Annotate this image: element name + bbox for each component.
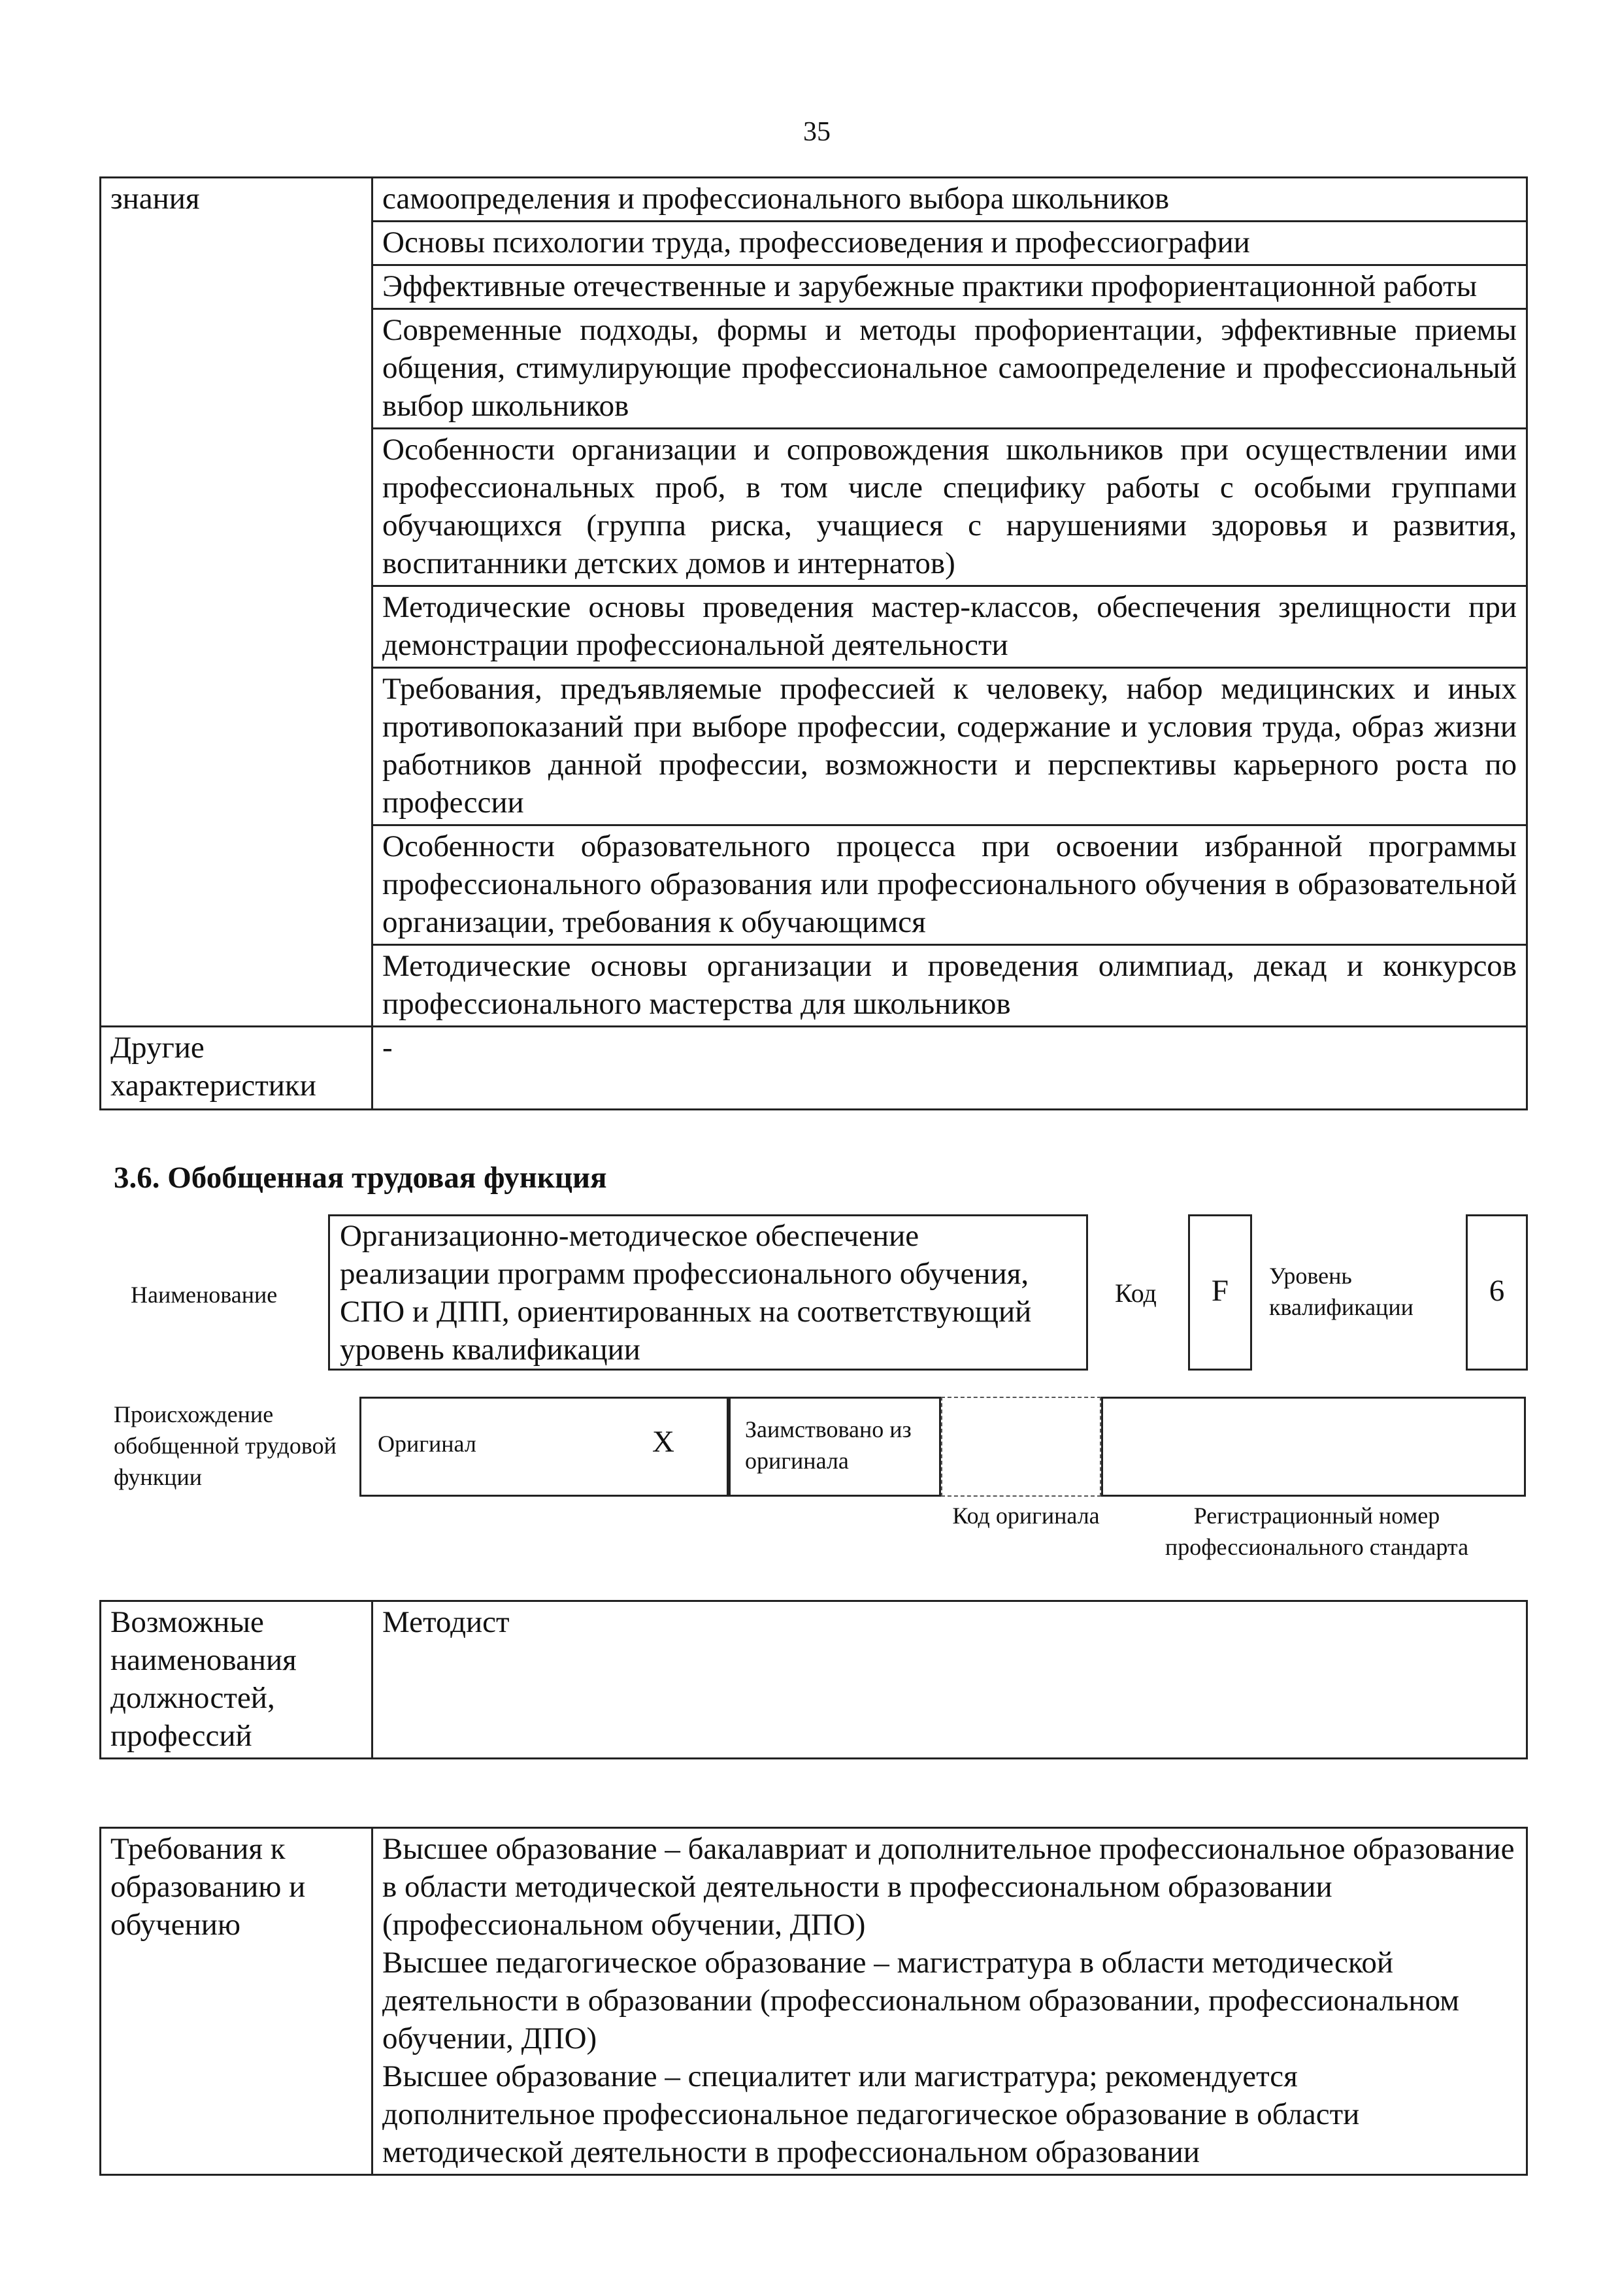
education-label: Требования к образованию и обучению: [101, 1828, 372, 2175]
knowledge-item: Эффективные отечественные и зарубежные практики профориентационной работы: [372, 265, 1527, 309]
origin-borrowed-label: Заимствовано из оригинала: [745, 1416, 912, 1474]
level-label: Уровень квалификации: [1269, 1263, 1413, 1320]
education-item: Высшее образование – бакалавриат и дополнительное профессиональное образование в области методической деятельности в профессиональном образовании (профессиональном обучении, ДПО): [382, 1832, 1515, 1942]
knowledge-label: знания: [101, 178, 372, 1027]
knowledge-item: Современные подходы, формы и методы профориентации, эффективные приемы общения, стимулирующие профессиональное самоопределение и профессиональный выбор школьников: [372, 309, 1527, 429]
education-item: Высшее педагогическое образование – магистратура в области методической деятельности в образовании (профессиональном образовании, профессиональном обучении, ДПО): [382, 1946, 1459, 2055]
origin-original-label: Оригинал: [378, 1431, 476, 1457]
knowledge-item: Методические основы организации и проведения олимпиад, декад и конкурсов профессионального мастерства для школьников: [372, 945, 1527, 1027]
code-value: F: [1211, 1274, 1229, 1308]
function-name: Организационно-методическое обеспечение реализации программ профессионального обучения, СПО и ДПП, ориентированных на соответствующий уровень квалификации: [340, 1219, 1032, 1367]
origin-code-cell: [941, 1397, 1101, 1497]
other-characteristics-value: -: [372, 1027, 1527, 1110]
knowledge-item: Основы психологии труда, профессиоведения и профессиографии: [372, 222, 1527, 265]
knowledge-item: самоопределения и профессионального выбора школьников: [372, 178, 1527, 222]
positions-value: Методист: [372, 1601, 1527, 1759]
origin-reg-caption: Регистрационный номер профессионального стандарта: [1165, 1503, 1469, 1560]
education-value: [372, 1828, 1527, 2175]
knowledge-item: Методические основы проведения мастер-классов, обеспечения зрелищности при демонстрации профессиональной деятельности: [372, 586, 1527, 668]
positions-table: [99, 1600, 1528, 1759]
level-value: 6: [1489, 1274, 1505, 1308]
education-table: [99, 1827, 1528, 2176]
knowledge-item: Особенности образовательного процесса при освоении избранной программы профессионального образования или профессионального обучения в образовательной организации, требования к обучающимся: [372, 825, 1527, 945]
name-label: Наименование: [131, 1282, 278, 1308]
other-characteristics-label: Другие характеристики: [101, 1027, 372, 1110]
origin-original-mark: X: [652, 1425, 674, 1459]
knowledge-item: Особенности организации и сопровождения школьников при осуществлении ими профессиональных проб, в том числе специфику работы с особыми группами обучающихся (группа риска, учащиеся с нарушениями здоровья и развития, воспитанники детских домов и интернатов): [372, 429, 1527, 586]
education-item: Высшее образование – специалитет или магистратура; рекомендуется дополнительное профессиональное педагогическое образование в области методической деятельности в профессиональном образовании: [382, 2059, 1360, 2169]
knowledge-table: [99, 176, 1528, 1110]
origin-reg-cell: [1101, 1397, 1526, 1497]
origin-label: Происхождение обобщенной трудовой функции: [114, 1401, 337, 1490]
origin-table: [359, 1397, 1526, 1497]
code-label: Код: [1115, 1278, 1157, 1308]
positions-label: Возможные наименования должностей, профессий: [101, 1601, 372, 1759]
origin-code-caption: Код оригинала: [952, 1503, 1100, 1529]
knowledge-item: Требования, предъявляемые профессией к человеку, набор медицинских и иных противопоказаний при выборе профессии, содержание и условия труда, образ жизни работников данной профессии, возможности и перспективы карьерного роста по профессии: [372, 668, 1527, 825]
page-number: 35: [803, 117, 831, 147]
section-heading: 3.6. Обобщенная трудовая функция: [114, 1161, 607, 1195]
